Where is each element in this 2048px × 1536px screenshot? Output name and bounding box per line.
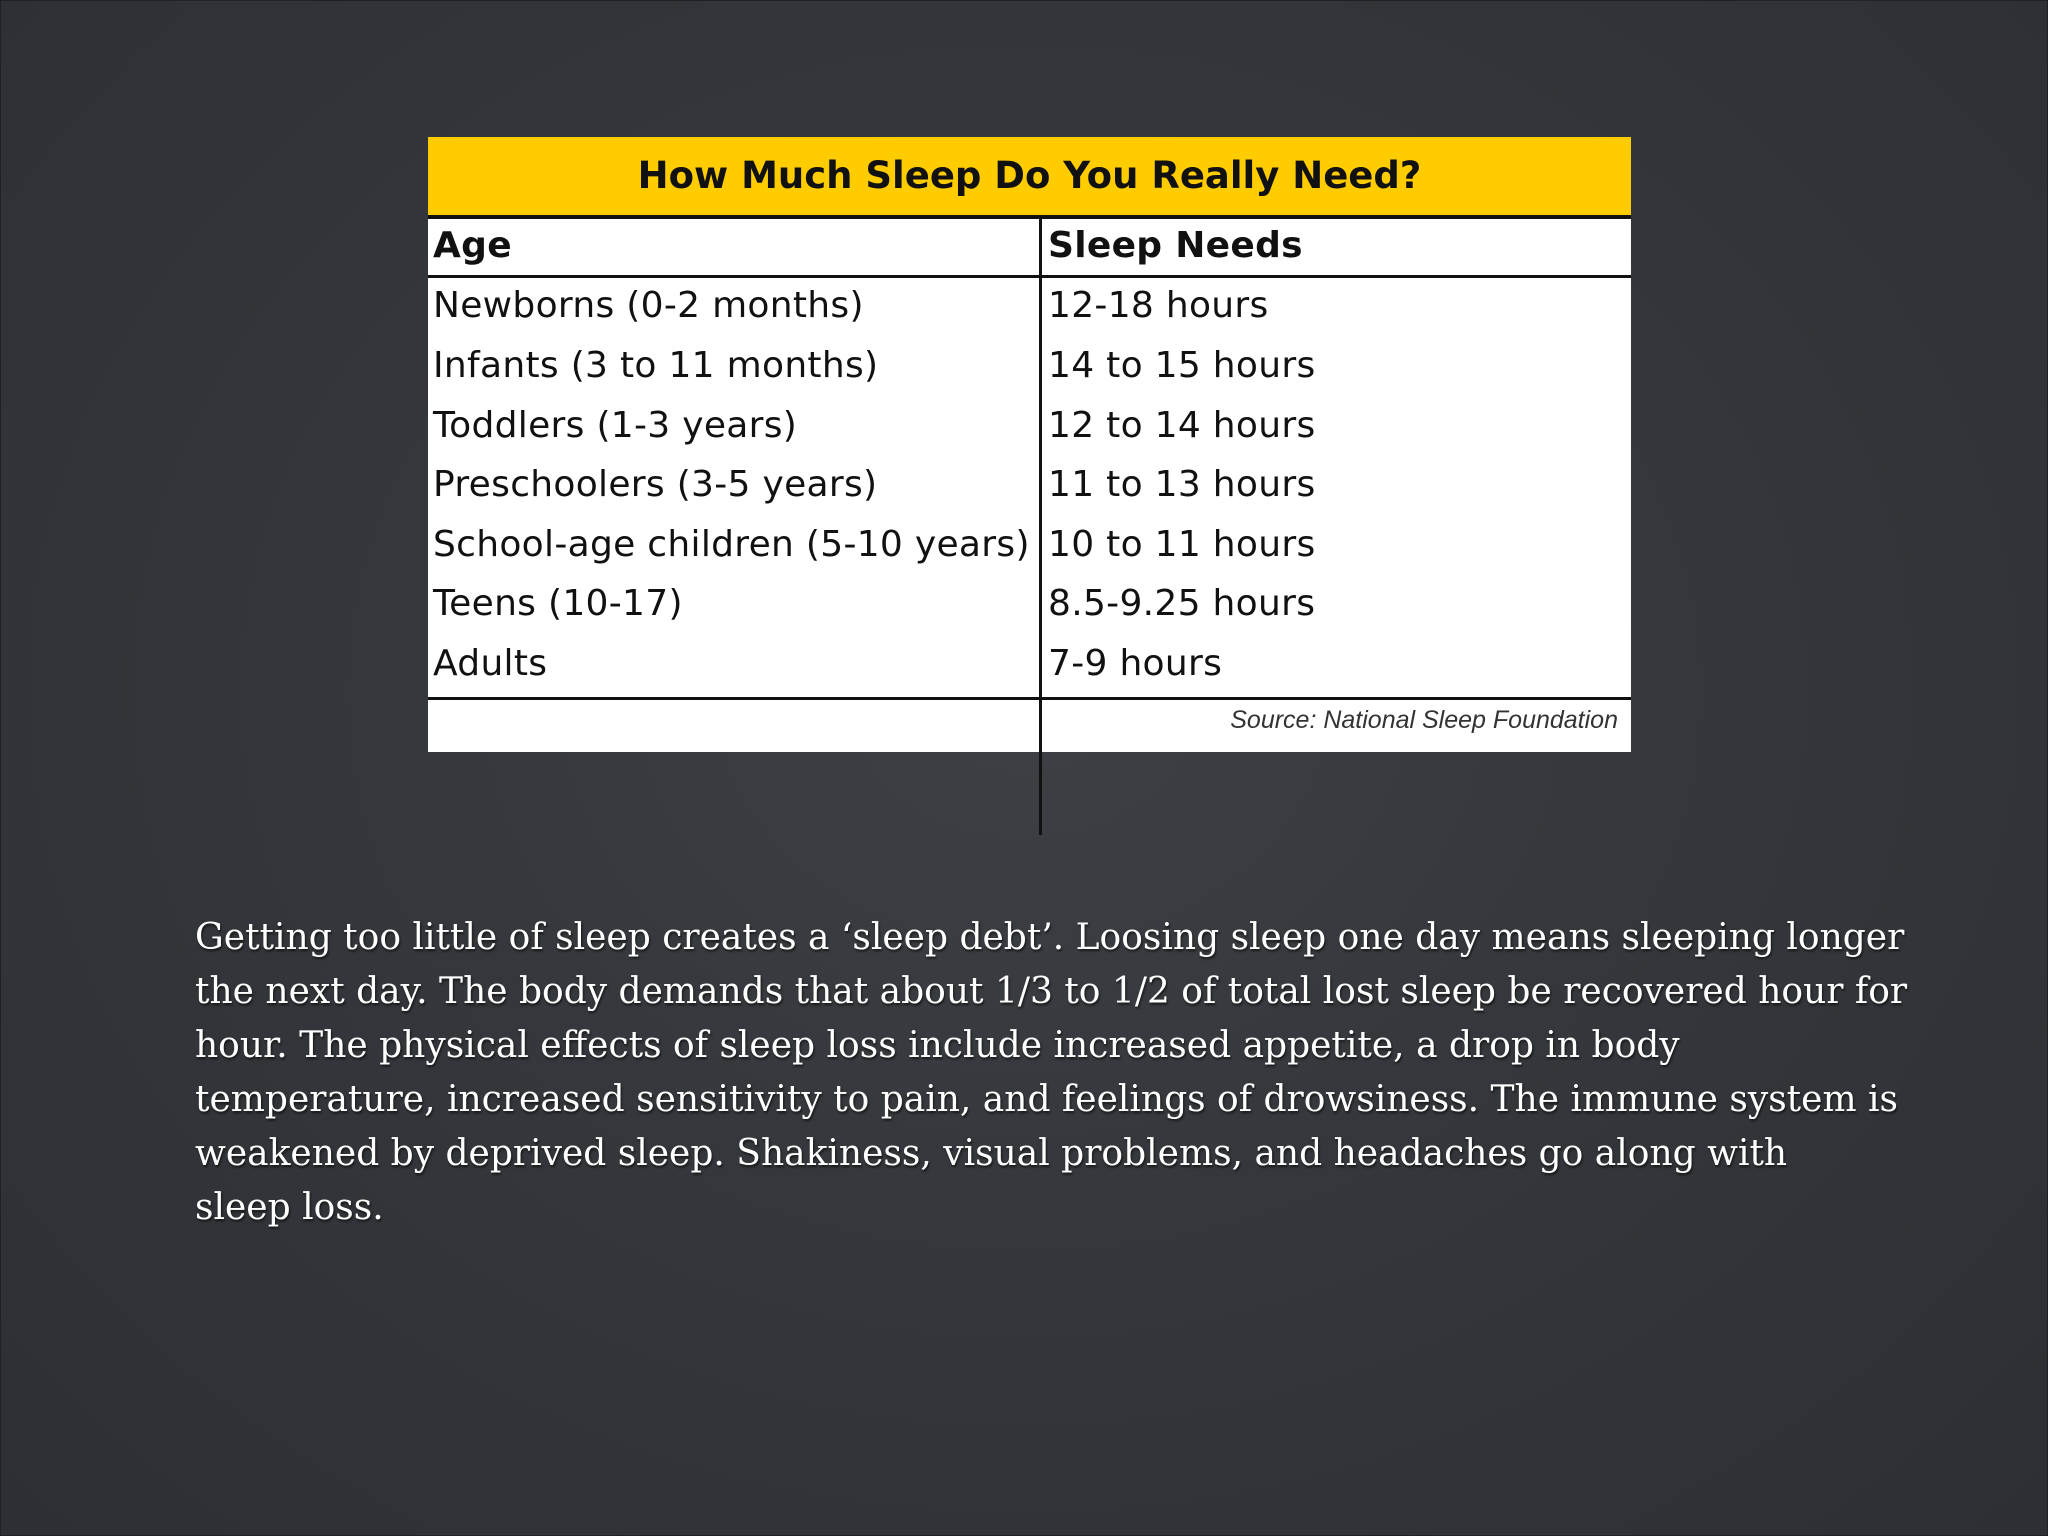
paragraph-line: the next day. The body demands that about 1/3 to 1/2 of total lost sleep be recovered hour for [195, 971, 1908, 1012]
paragraph-line: hour. The physical effects of sleep loss include increased appetite, a drop in body [195, 1025, 1680, 1066]
table-source: Source: National Sleep Foundation [1230, 706, 1618, 734]
row-age: Teens (10-17) [433, 583, 683, 624]
column-divider [1039, 219, 1042, 835]
sleep-needs-table [428, 137, 1631, 752]
table-bottom-divider [428, 697, 1631, 700]
paragraph-line: sleep loss. [195, 1187, 384, 1228]
row-sleep-needs: 11 to 13 hours [1048, 464, 1316, 505]
row-sleep-needs: 8.5-9.25 hours [1048, 583, 1316, 624]
row-sleep-needs: 12 to 14 hours [1048, 405, 1316, 446]
row-age: Preschoolers (3-5 years) [433, 464, 878, 505]
paragraph-line: weakened by deprived sleep. Shakiness, visual problems, and headaches go along with [195, 1133, 1788, 1174]
table-title: How Much Sleep Do You Really Need? [428, 137, 1631, 215]
row-sleep-needs: 7-9 hours [1048, 643, 1223, 684]
header-age: Age [433, 225, 512, 266]
header-divider [428, 275, 1631, 278]
row-sleep-needs: 12-18 hours [1048, 285, 1269, 326]
row-age: School-age children (5-10 years) [433, 524, 1030, 565]
body-paragraph [195, 911, 1908, 1235]
row-sleep-needs: 14 to 15 hours [1048, 345, 1316, 386]
paragraph-line: temperature, increased sensitivity to pain, and feelings of drowsiness. The immune system is [195, 1079, 1899, 1120]
title-divider [428, 215, 1631, 219]
row-age: Infants (3 to 11 months) [433, 345, 879, 386]
paragraph-line: Getting too little of sleep creates a ‘sleep debt’. Loosing sleep one day means sleeping longer [195, 917, 1905, 958]
row-age: Adults [433, 643, 548, 684]
header-sleep-needs: Sleep Needs [1048, 225, 1303, 266]
row-age: Newborns (0-2 months) [433, 285, 864, 326]
row-age: Toddlers (1-3 years) [433, 405, 798, 446]
row-sleep-needs: 10 to 11 hours [1048, 524, 1316, 565]
